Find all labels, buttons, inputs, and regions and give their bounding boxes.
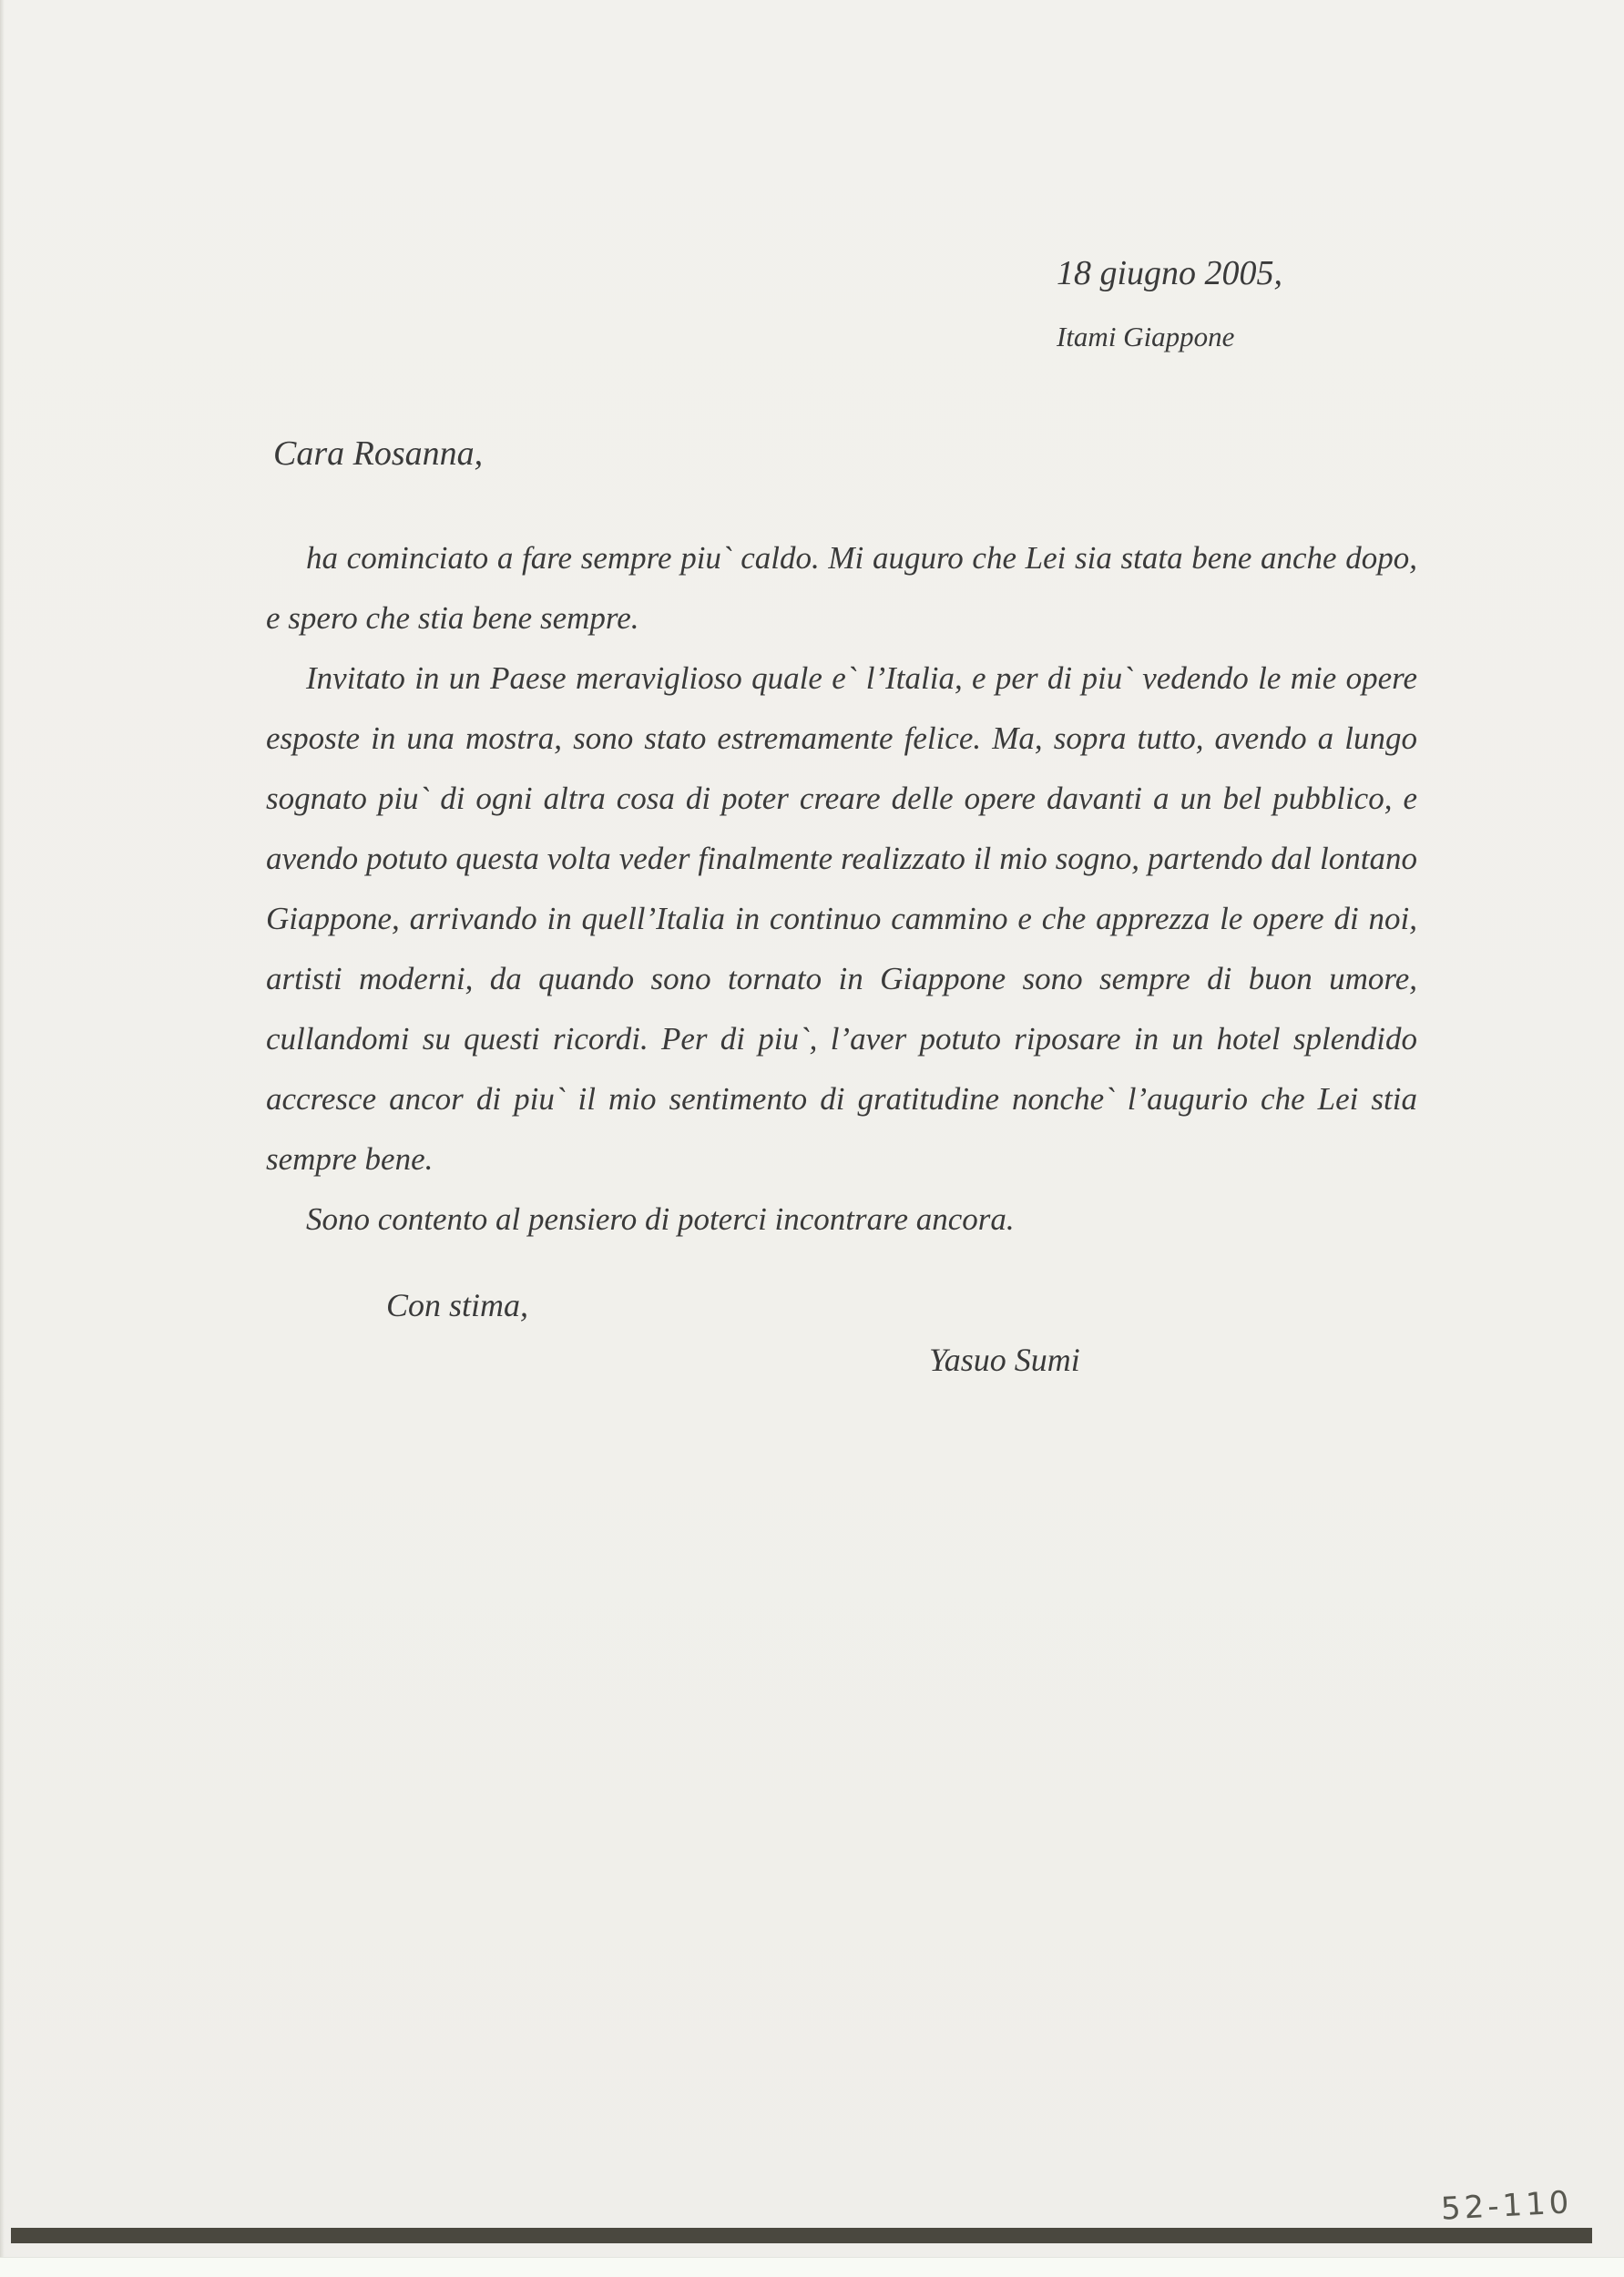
letter-paragraph-3: Sono contento al pensiero di poterci incontrare ancora. (306, 1201, 1015, 1237)
handwritten-archive-number: 52-110 (1440, 2184, 1574, 2228)
letter-body (266, 528, 1417, 1250)
bottom-black-bar (11, 2228, 1592, 2243)
scan-left-edge (0, 0, 5, 2277)
letter-closing: Con stima, (386, 1287, 529, 1323)
letter-date: 18 giugno 2005, (1057, 254, 1283, 292)
letter-paragraph-2: Invitato in un Paese meraviglioso quale e` l’Italia, e per di piu` vedendo le mie opere esposte in una mostra, sono stato estremamente felice. Ma, sopra tutto, avendo a lungo sognato piu` di ogni altra cosa di poter creare delle opere davanti a un bel pubblico, e avendo potuto questa volta veder finalmente realizzato il mio sogno, partendo dal lontano Giappone, arrivando in quell’Italia in continuo cammino e che apprezza le opere di noi, artisti moderni, da quando sono tornato in Giappone sono sempre di buon umore, cullandomi su questi ricordi. Per di piu`, l’aver potuto riposare in un hotel splendido accresce ancor di piu` il mio sentimento di gratitudine nonche` l’augurio che Lei stia sempre bene. (266, 660, 1417, 1177)
letter-paragraph-1: ha cominciato a fare sempre piu` caldo. Mi auguro che Lei sia stata bene anche dopo, e spero che stia bene sempre. (266, 540, 1417, 636)
letter-heading (1057, 253, 1282, 353)
letter-signature: Yasuo Sumi (929, 1342, 1080, 1378)
letter-place: Itami Giappone (1057, 321, 1235, 352)
letter-salutation: Cara Rosanna, (273, 434, 484, 473)
scan-bottom-strip (0, 2257, 1624, 2277)
